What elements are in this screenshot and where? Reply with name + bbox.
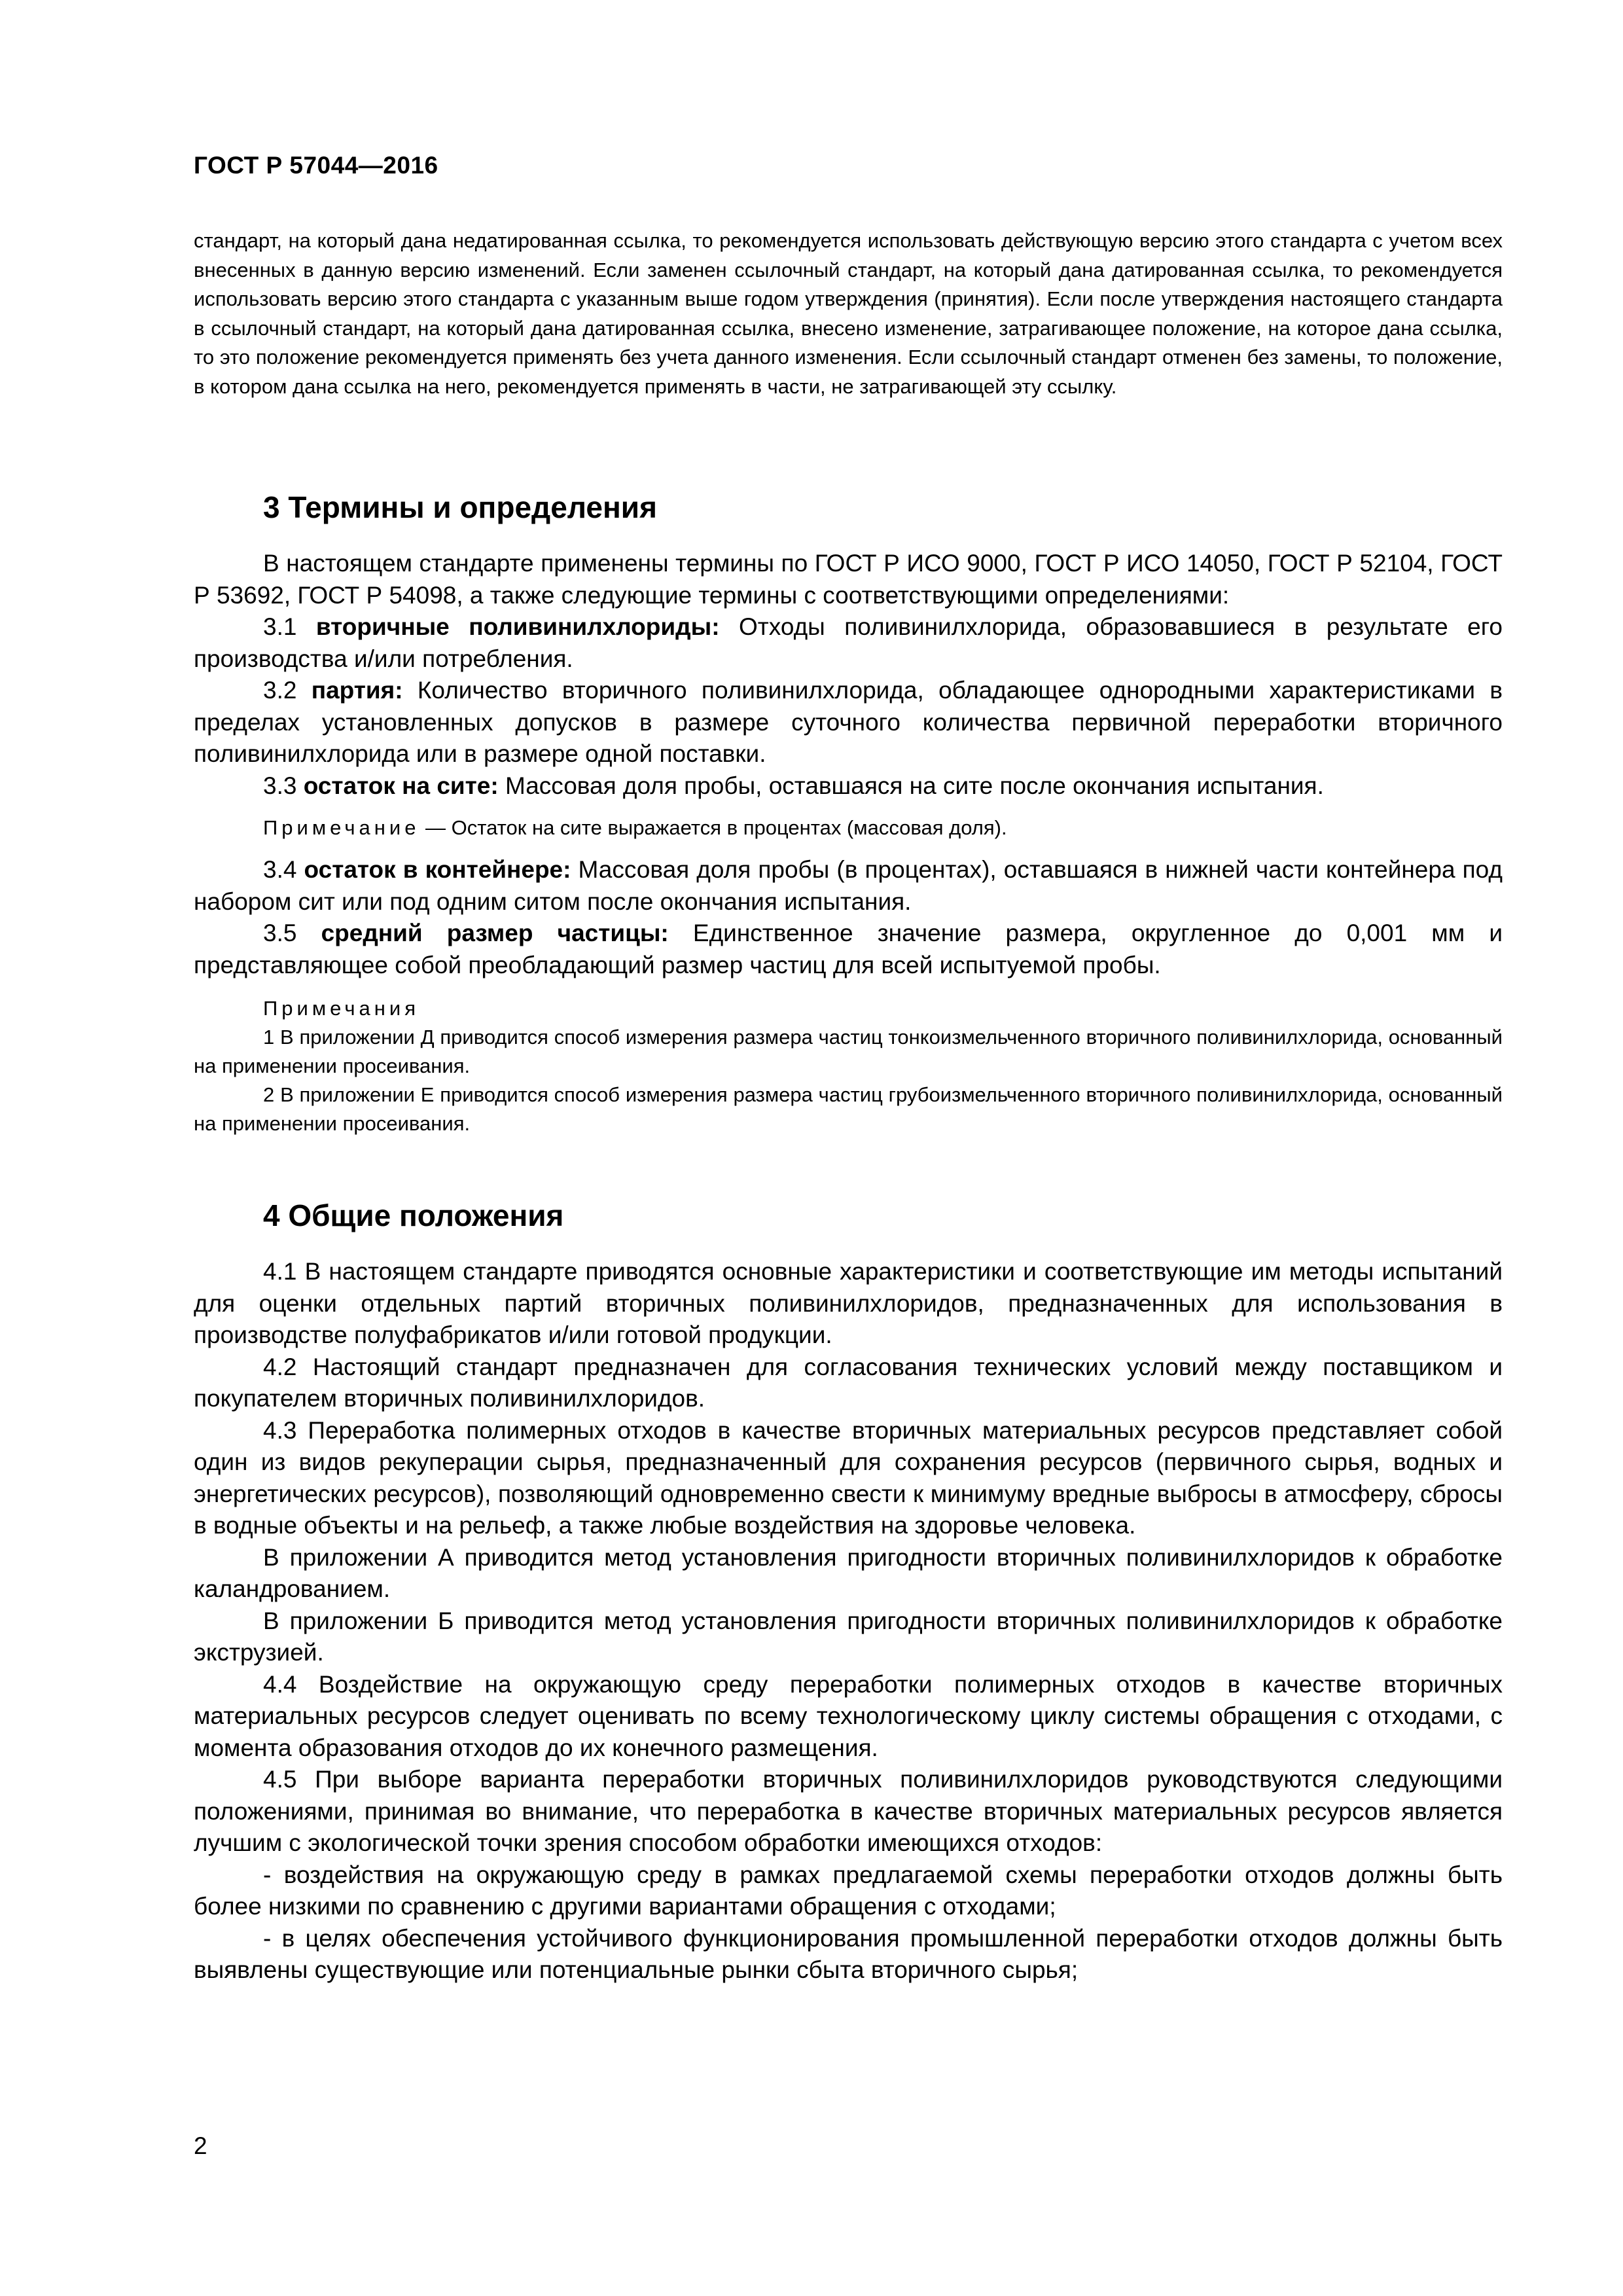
- notes-3-5: [194, 994, 1503, 1138]
- note-3-3: [194, 814, 1503, 842]
- section-3-intro: В настоящем стандарте применены термины по ГОСТ Р ИСО 9000, ГОСТ Р ИСО 14050, ГОСТ Р 52104, ГОСТ Р 53692, ГОСТ Р 54098, а также следующие термины с соответствующими определениями:: [194, 550, 1503, 609]
- paragraph-annex-a: В приложении А приводится метод установления пригодности вторичных поливинилхлоридов к обработке каландрованием.: [194, 1543, 1503, 1602]
- term-3-5: [194, 918, 1503, 981]
- term-3-4: [194, 854, 1503, 918]
- intro-paragraph: стандарт, на который дана недатированная ссылка, то рекомендуется использовать действующую версию этого стандарта с учетом всех внесенных в данную версию изменений. Если заменен ссылочный стандарт, на который дана датированная ссылка, то рекомендуется использовать версию этого стандарта с указанным выше годом утверждения (принятия). Если после утверждения настоящего стандарта в ссылочный стандарт, на который дана датированная ссылка, внесено изменение, затрагивающее положение, на которое дана ссылка, то это положение рекомендуется применять без учета данного изменения. Если ссылочный стандарт отменен без замены, то положение, в котором дана ссылка на него, рекомендуется применять в части, не затрагивающей эту ссылку.: [194, 229, 1503, 398]
- term-definition: Массовая доля пробы, оставшаяся на сите после окончания испытания.: [498, 772, 1324, 799]
- term-name: средний размер частицы:: [321, 920, 669, 946]
- note-item: 2 В приложении Е приводится способ измерения размера частиц грубоизмельченного вторичного поливинилхлорида, основанный на применении просеивания.: [194, 1083, 1503, 1135]
- term-name: остаток на сите:: [303, 772, 499, 799]
- notes-label: Примечания: [263, 997, 419, 1020]
- list-item: - в целях обеспечения устойчивого функционирования промышленной переработки отходов должны быть выявлены существующие или потенциальные рынки сбыта вторичного сырья;: [194, 1924, 1503, 1983]
- section-4: [194, 1196, 1503, 1986]
- page-number: 2: [194, 2132, 207, 2159]
- term-number: 3.1: [263, 613, 316, 640]
- term-definition: Отходы поливинилхлорида, образовавшиеся в результате его производства и/или потребления.: [194, 613, 1503, 672]
- term-name: остаток в контейнере:: [304, 856, 571, 883]
- term-definition: Единственное значение размера, округленное до 0,001 мм и представляющее собой преобладающий размер частиц для всей испытуемой пробы.: [194, 920, 1503, 978]
- standard-designation: ГОСТ Р 57044—2016: [194, 152, 438, 179]
- term-3-2: [194, 675, 1503, 770]
- term-number: 3.5: [263, 920, 321, 946]
- term-definition: Массовая доля пробы (в процентах), оставшаяся в нижней части контейнера под набором сит или под одним ситом после окончания испытания.: [194, 856, 1503, 915]
- paragraph-4-5: 4.5 При выборе варианта переработки вторичных поливинилхлоридов руководствуются следующими положениями, принимая во внимание, что переработка в качестве вторичных материальных ресурсов является лучшим с экологической точки зрения способом обработки имеющихся отходов:: [194, 1766, 1503, 1856]
- term-number: 3.4: [263, 856, 304, 883]
- term-number: 3.2: [263, 677, 312, 704]
- note-label: Примечание: [263, 816, 420, 839]
- section-4-title: 4 Общие положения: [263, 1198, 564, 1232]
- list-item: - воздействия на окружающую среду в рамках предлагаемой схемы переработки отходов должны быть более низкими по сравнению с другими вариантами обращения с отходами;: [194, 1861, 1503, 1920]
- paragraph-4-2: 4.2 Настоящий стандарт предназначен для согласования технических условий между поставщиком и покупателем вторичных поливинилхлоридов.: [194, 1353, 1503, 1412]
- paragraph-4-4: 4.4 Воздействие на окружающую среду переработки полимерных отходов в качестве вторичных материальных ресурсов следует оценивать по всему технологическому циклу системы обращения с отходами, с момента образования отходов до их конечного размещения.: [194, 1670, 1503, 1761]
- section-3-title: 3 Термины и определения: [263, 490, 657, 524]
- term-number: 3.3: [263, 772, 304, 799]
- term-3-3: [194, 770, 1503, 802]
- paragraph-4-1: 4.1 В настоящем стандарте приводятся основные характеристики и соответствующие им методы испытаний для оценки отдельных партий вторичных поливинилхлоридов, предназначенных для использования в производстве полуфабрикатов и/или готовой продукции.: [194, 1258, 1503, 1348]
- paragraph-4-3: 4.3 Переработка полимерных отходов в качестве вторичных материальных ресурсов представляет собой один из видов рекуперации сырья, предназначенный для сохранения ресурсов (первичного сырья, водных и энергетических ресурсов), позволяющий одновременно свести к минимуму вредные выбросы в атмосферу, сбросы в водные объекты и на рельеф, а также любые воздействия на здоровье человека.: [194, 1416, 1503, 1539]
- paragraph-annex-b: В приложении Б приводится метод установления пригодности вторичных поливинилхлоридов к обработке экструзией.: [194, 1607, 1503, 1666]
- term-name: вторичные поливинилхлориды:: [315, 613, 720, 640]
- note-item: 1 В приложении Д приводится способ измерения размера частиц тонкоизмельченного вторичного поливинилхлорида, основанный на применении просеивания.: [194, 1026, 1503, 1077]
- section-3: [194, 488, 1503, 1138]
- term-name: партия:: [311, 677, 403, 704]
- term-3-1: [194, 611, 1503, 675]
- note-text: — Остаток на сите выражается в процентах (массовая доля).: [419, 816, 1007, 839]
- term-definition: Количество вторичного поливинилхлорида, обладающее однородными характеристиками в пределах установленных допусков в размере суточного количества первичной переработки вторичного поливинилхлорида или в размере одной поставки.: [194, 677, 1503, 767]
